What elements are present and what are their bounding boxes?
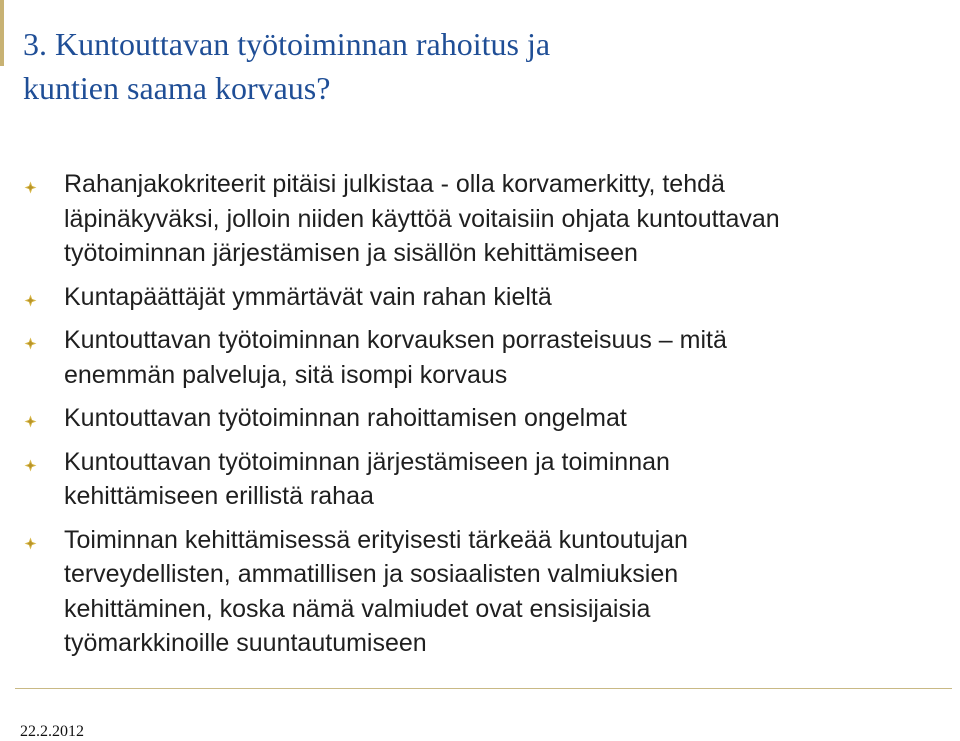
- bullet-line: Kuntapäättäjät ymmärtävät vain rahan kieltä: [64, 282, 552, 311]
- bullet-text: [64, 167, 924, 271]
- bullet-item: [24, 167, 924, 271]
- bullet-line: Kuntouttavan työtoiminnan korvauksen porrasteisuus – mitä: [64, 326, 727, 354]
- bullet-line: enemmän palveluja, sitä isompi korvaus: [64, 360, 508, 389]
- diamond-bullet-icon: [24, 459, 37, 472]
- bullet-line: Kuntouttavan työtoiminnan järjestämiseen ja toiminnan: [64, 447, 670, 476]
- footer-divider: [15, 688, 952, 689]
- footer-date: 22.2.2012: [20, 723, 84, 740]
- slide-title: [23, 22, 923, 110]
- bullet-line: työmarkkinoille suuntautumiseen: [64, 629, 427, 657]
- bullet-item: [24, 323, 924, 392]
- slide-title-line: kuntien saama korvaus?: [23, 70, 331, 106]
- bullet-text: [64, 401, 924, 436]
- bullet-text: [64, 523, 924, 661]
- bullet-text: [64, 280, 924, 315]
- slide-title-line: 3. Kuntouttavan työtoiminnan rahoitus ja: [23, 26, 551, 62]
- bullet-line: työtoiminnan järjestämisen ja sisällön kehittämiseen: [64, 239, 638, 267]
- bullet-line: Toiminnan kehittämisessä erityisesti tärkeää kuntoutujan: [64, 525, 688, 554]
- bullet-line: Kuntouttavan työtoiminnan rahoittamisen ongelmat: [64, 404, 627, 432]
- bullet-item: [24, 280, 924, 315]
- diamond-bullet-icon: [24, 337, 37, 350]
- bullet-line: kehittämiseen erillistä rahaa: [64, 482, 374, 510]
- diamond-bullet-icon: [24, 415, 37, 428]
- bullet-line: terveydellisten, ammatillisen ja sosiaalisten valmiuksien: [64, 560, 679, 588]
- diamond-bullet-icon: [24, 181, 37, 194]
- bullet-text: [64, 445, 924, 514]
- bullet-text: [64, 323, 924, 392]
- title-accent-bar: [0, 0, 4, 66]
- bullet-list: [24, 167, 924, 670]
- diamond-bullet-icon: [24, 537, 37, 550]
- diamond-bullet-icon: [24, 294, 37, 307]
- bullet-line: läpinäkyväksi, jolloin niiden käyttöä voitaisiin ohjata kuntouttavan: [64, 204, 780, 233]
- bullet-item: [24, 445, 924, 514]
- bullet-item: [24, 401, 924, 436]
- bullet-item: [24, 523, 924, 661]
- bullet-line: Rahanjakokriteerit pitäisi julkistaa - olla korvamerkitty, tehdä: [64, 170, 725, 198]
- bullet-line: kehittäminen, koska nämä valmiudet ovat ensisijaisia: [64, 594, 651, 623]
